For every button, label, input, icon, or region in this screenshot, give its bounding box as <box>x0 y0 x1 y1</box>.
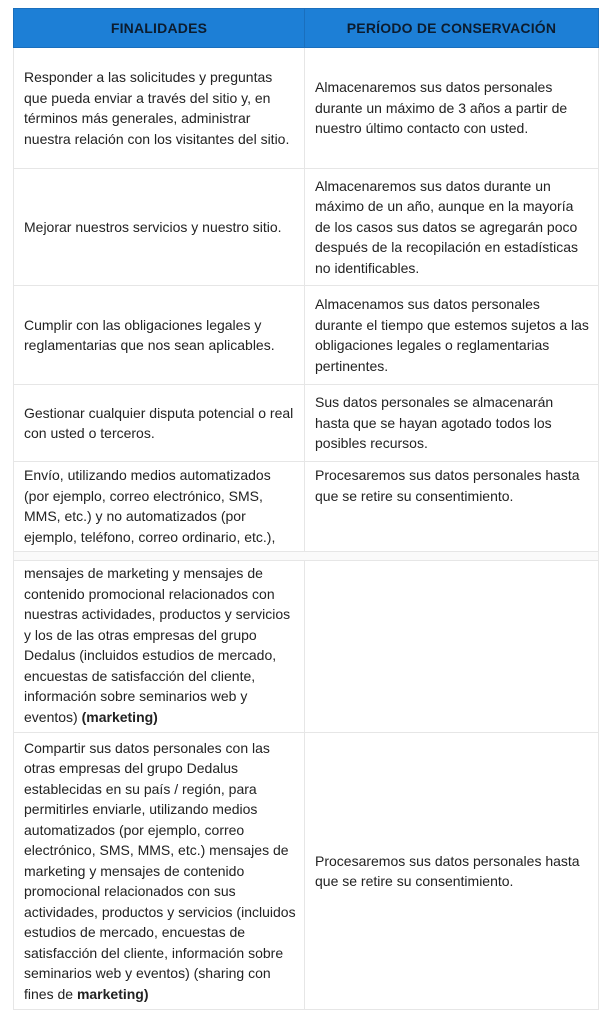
table-row <box>14 169 599 286</box>
table-row <box>14 462 599 552</box>
purpose-cell: Responder a las solicitudes y preguntas que pueda enviar a través del sitio y, en términos más generales, administrar nuestra relación con los visitantes del sitio. <box>14 48 305 169</box>
table-header-row <box>14 9 599 48</box>
retention-table-container <box>13 8 599 1010</box>
table-row <box>14 561 599 733</box>
purpose-text: Compartir sus datos personales con las otras empresas del grupo Dedalus establecidas en su país / región, para permitirles enviarle, utilizando medios automatizados (por ejemplo, correo electrónico, SMS, MMS, etc.) mensajes de marketing y mensajes de contenido promocional relacionados con sus actividades, productos y servicios (incluidos estudios de mercado, encuestas de satisfacción del cliente, información sobre seminarios web y eventos) (sharing con fines de <box>24 739 296 1002</box>
purpose-cell-continued <box>14 561 305 733</box>
retention-cell: Procesaremos sus datos personales hasta que se retire su consentimiento. <box>305 462 599 552</box>
header-finalidades: FINALIDADES <box>14 9 305 48</box>
table-row <box>14 286 599 385</box>
table-row <box>14 733 599 1010</box>
purpose-cell: Gestionar cualquier disputa potencial o real con usted o terceros. <box>14 385 305 462</box>
header-periodo-conservacion: PERÍODO DE CONSERVACIÓN <box>305 9 599 48</box>
retention-table-part-2 <box>13 560 599 1010</box>
purpose-cell: Cumplir con las obligaciones legales y reglamentarias que nos sean aplicables. <box>14 286 305 385</box>
purpose-text: mensajes de marketing y mensajes de contenido promocional relacionados con nuestras actividades, productos y servicios y los de las otras empresas del grupo Dedalus (incluidos estudios de mercado, encuestas de satisfacción del cliente, información sobre seminarios web y eventos) <box>24 565 291 725</box>
retention-cell: Procesaremos sus datos personales hasta que se retire su consentimiento. <box>305 733 599 1010</box>
retention-cell: Sus datos personales se almacenarán hasta que se hayan agotado todos los posibles recursos. <box>305 385 599 462</box>
retention-table-part-1 <box>13 8 599 552</box>
purpose-bold-text: (marketing) <box>81 708 158 725</box>
table-row <box>14 385 599 462</box>
purpose-cell <box>14 733 305 1010</box>
purpose-bold-text: marketing) <box>76 985 149 1002</box>
purpose-cell: Mejorar nuestros servicios y nuestro sitio. <box>14 169 305 286</box>
retention-cell: Almacenaremos sus datos personales durante un máximo de 3 años a partir de nuestro último contacto con usted. <box>305 48 599 169</box>
page-break <box>13 552 599 560</box>
retention-cell-empty <box>305 561 599 733</box>
table-row <box>14 48 599 169</box>
purpose-cell: Envío, utilizando medios automatizados (por ejemplo, correo electrónico, SMS, MMS, etc.) y no automatizados (por ejemplo, teléfono, correo ordinario, etc.), <box>14 462 305 552</box>
retention-cell: Almacenamos sus datos personales durante el tiempo que estemos sujetos a las obligaciones legales o reglamentarias pertinentes. <box>305 286 599 385</box>
retention-cell: Almacenaremos sus datos durante un máximo de un año, aunque en la mayoría de los casos sus datos se agregarán poco después de la recopilación en estadísticas no identificables. <box>305 169 599 286</box>
